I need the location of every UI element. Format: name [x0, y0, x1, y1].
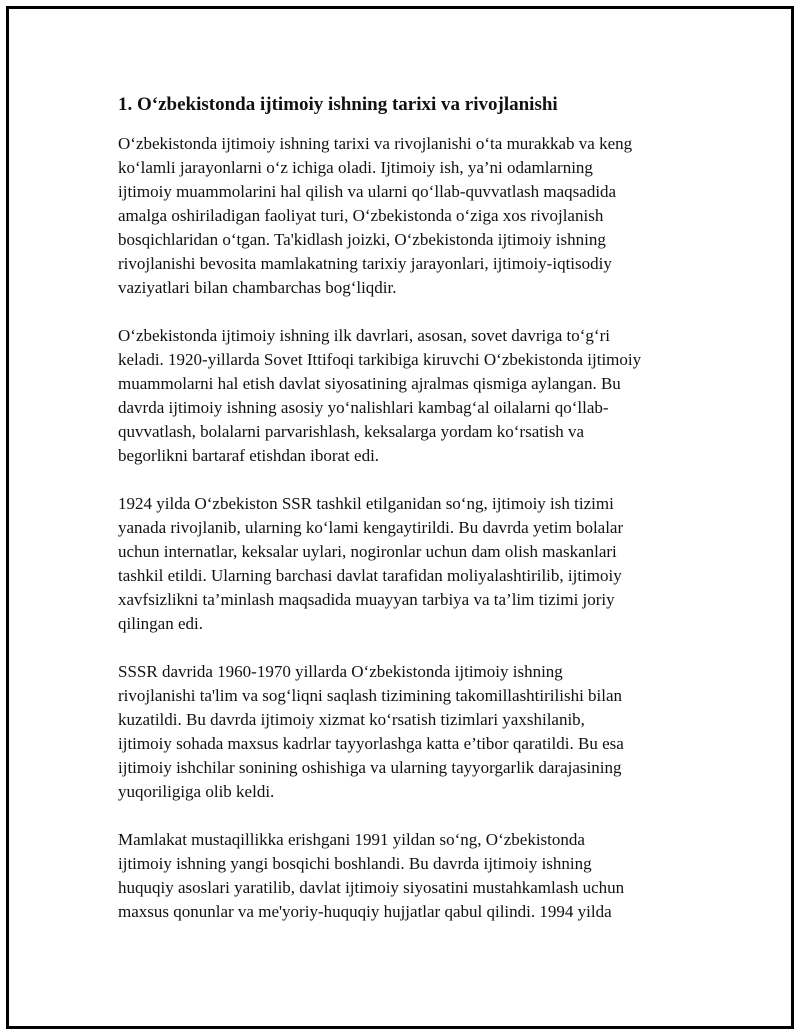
text-line: ijtimoiy ishchilar sonining oshishiga va ularning tayyorgarlik darajasining [118, 758, 622, 777]
text-line: qilingan edi. [118, 614, 203, 633]
paragraph-3 [118, 492, 698, 636]
text-line: ijtimoiy ishning yangi bosqichi boshlandi. Bu davrda ijtimoiy ishning [118, 854, 592, 873]
text-line: begorlikni bartaraf etishdan iborat edi. [118, 446, 380, 465]
paragraph-5 [118, 828, 698, 924]
text-line: xavfsizlikni ta’minlash maqsadida muayyan tarbiya va ta’lim tizimi joriy [118, 590, 615, 609]
text-line: Mamlakat mustaqillikka erishgani 1991 yildan so‘ng, O‘zbekistonda [118, 830, 585, 849]
text-line: muammolarni hal etish davlat siyosatining ajralmas qismiga aylangan. Bu [118, 374, 621, 393]
text-line: uchun internatlar, keksalar uylari, nogironlar uchun dam olish maskanlari [118, 542, 617, 561]
text-line: rivojlanishi ta'lim va sog‘liqni saqlash tizimining takomillashtirilishi bilan [118, 686, 623, 705]
paragraph-2 [118, 324, 698, 468]
text-line: SSSR davrida 1960-1970 yillarda O‘zbekistonda ijtimoiy ishning [118, 662, 563, 681]
text-line: vaziyatlari bilan chambarchas bog‘liqdir. [118, 278, 397, 297]
text-line: O‘zbekistonda ijtimoiy ishning tarixi va rivojlanishi o‘ta murakkab va keng [118, 134, 633, 153]
text-line: 1924 yilda O‘zbekiston SSR tashkil etilganidan so‘ng, ijtimoiy ish tizimi [118, 494, 614, 513]
section-heading: 1. O‘zbekistonda ijtimoiy ishning tarixi va rivojlanishi [118, 94, 558, 115]
text-line: rivojlanishi bevosita mamlakatning tarixiy jarayonlari, ijtimoiy-iqtisodiy [118, 254, 612, 273]
text-line: yuqoriligiga olib keldi. [118, 782, 275, 801]
text-line: quvvatlash, bolalarni parvarishlash, keksalarga yordam ko‘rsatish va [118, 422, 585, 441]
text-line: O‘zbekistonda ijtimoiy ishning ilk davrlari, asosan, sovet davriga to‘g‘ri [118, 326, 610, 345]
text-line: ijtimoiy muammolarini hal qilish va ularni qo‘llab-quvvatlash maqsadida [118, 182, 617, 201]
text-line: keladi. 1920-yillarda Sovet Ittifoqi tarkibiga kiruvchi O‘zbekistonda ijtimoiy [118, 350, 642, 369]
text-line: kuzatildi. Bu davrda ijtimoiy xizmat ko‘rsatish tizimlari yaxshilanib, [118, 710, 585, 729]
text-line: maxsus qonunlar va me'yoriy-huquqiy hujjatlar qabul qilindi. 1994 yilda [118, 902, 612, 921]
paragraph-4 [118, 660, 698, 804]
text-line: tashkil etildi. Ularning barchasi davlat tarafidan moliyalashtirilib, ijtimoiy [118, 566, 622, 585]
text-line: davrda ijtimoiy ishning asosiy yo‘nalishlari kambag‘al oilalarni qo‘llab- [118, 398, 609, 417]
paragraph-1 [118, 132, 698, 300]
text-line: ijtimoiy sohada maxsus kadrlar tayyorlashga katta e’tibor qaratildi. Bu esa [118, 734, 624, 753]
text-line: bosqichlaridan o‘tgan. Ta'kidlash joizki, O‘zbekistonda ijtimoiy ishning [118, 230, 606, 249]
document-body [118, 92, 698, 948]
text-line: yanada rivojlanib, ularning ko‘lami kengaytirildi. Bu davrda yetim bolalar [118, 518, 624, 537]
text-line: huquqiy asoslari yaratilib, davlat ijtimoiy siyosatini mustahkamlash uchun [118, 878, 625, 897]
text-line: amalga oshiriladigan faoliyat turi, O‘zbekistonda o‘ziga xos rivojlanish [118, 206, 604, 225]
text-line: ko‘lamli jarayonlarni o‘z ichiga oladi. Ijtimoiy ish, ya’ni odamlarning [118, 158, 593, 177]
